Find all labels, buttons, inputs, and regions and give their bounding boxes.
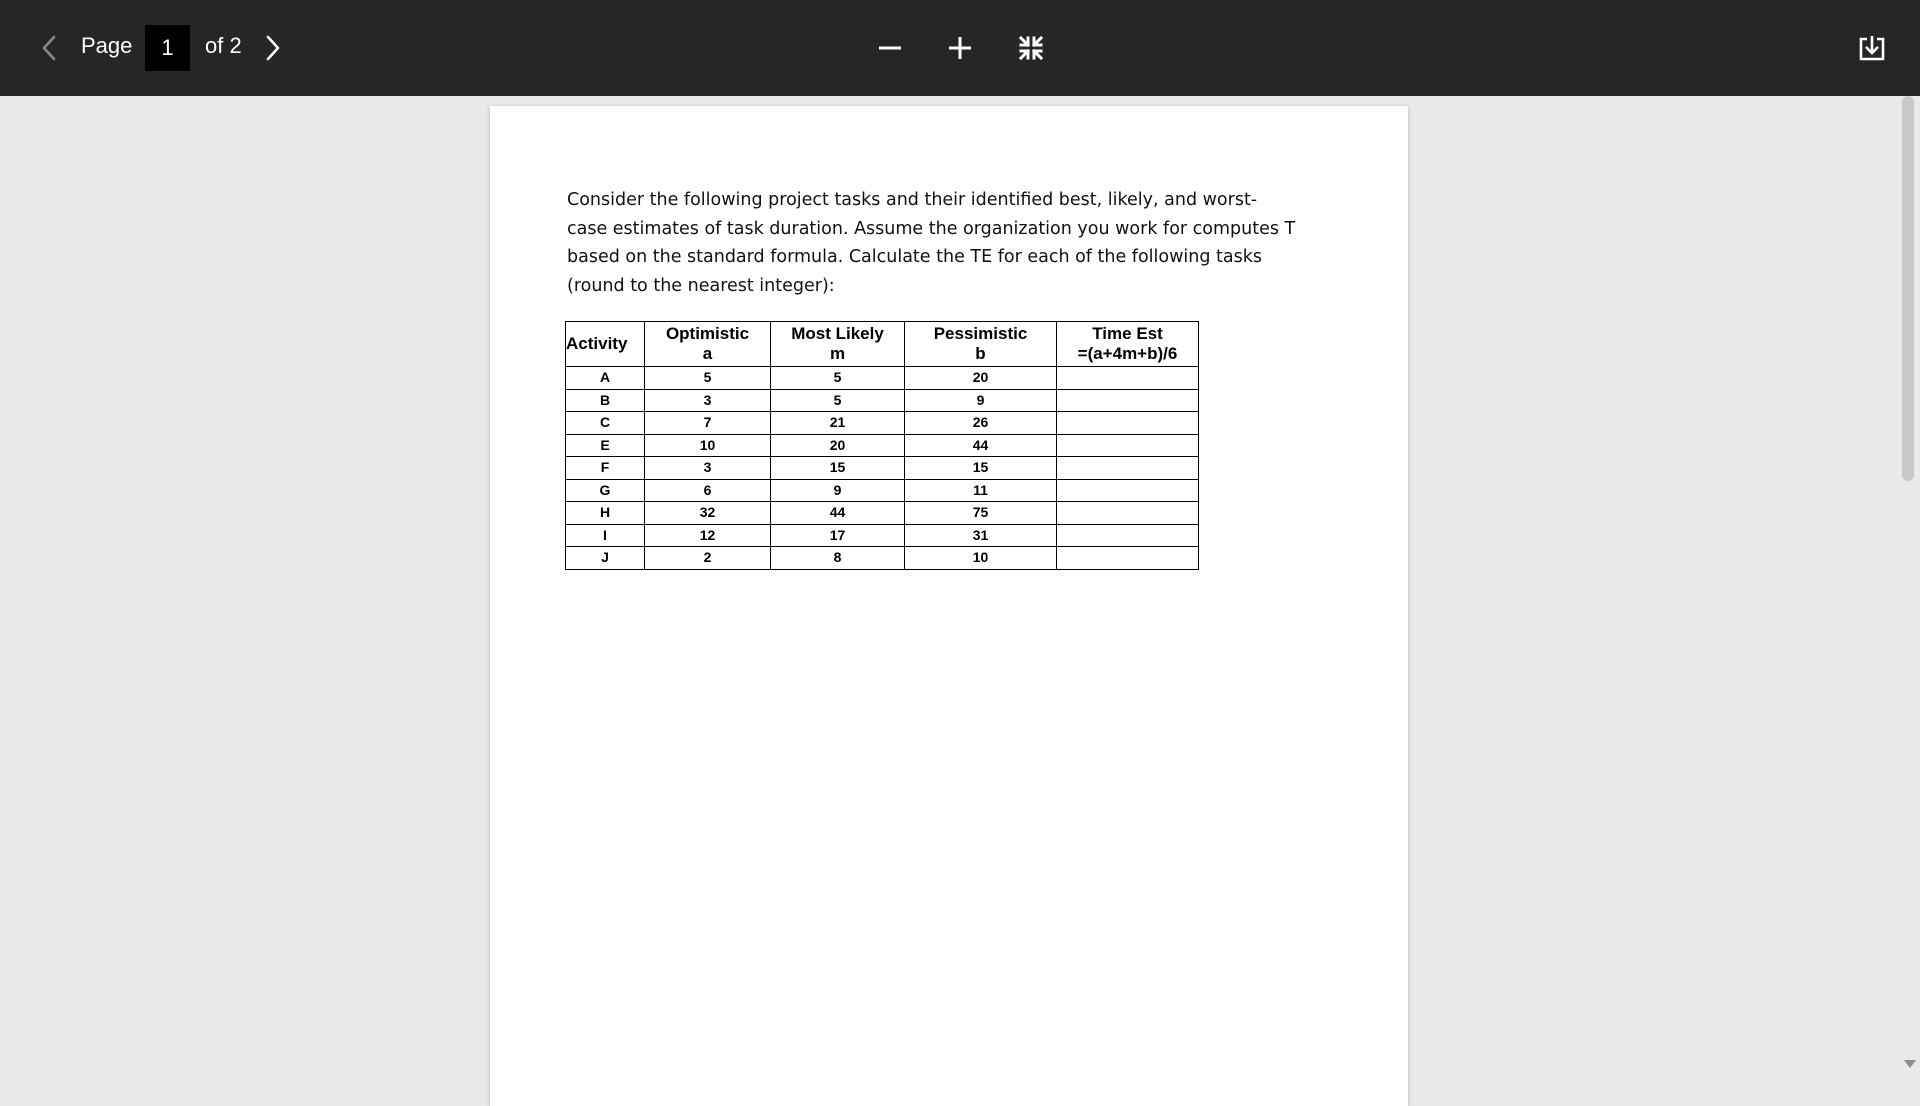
intro-line: case estimates of task duration. Assume the organization you work for computes T bbox=[567, 218, 1296, 239]
cell-optimistic: 7 bbox=[645, 412, 771, 435]
cell-optimistic: 6 bbox=[645, 479, 771, 502]
triangle-down-icon bbox=[1903, 1059, 1917, 1069]
cell-activity: G bbox=[566, 479, 645, 502]
header-activity: Activity bbox=[566, 322, 645, 367]
fit-page-button[interactable] bbox=[1013, 30, 1049, 66]
cell-time-estimate bbox=[1057, 479, 1199, 502]
cell-most-likely: 21 bbox=[771, 412, 905, 435]
cell-time-estimate bbox=[1057, 367, 1199, 390]
cell-activity: A bbox=[566, 367, 645, 390]
chevron-left-icon bbox=[41, 35, 57, 61]
cell-pessimistic: 15 bbox=[905, 457, 1057, 480]
cell-pessimistic: 26 bbox=[905, 412, 1057, 435]
cell-most-likely: 20 bbox=[771, 434, 905, 457]
table-row bbox=[566, 434, 1199, 457]
cell-most-likely: 17 bbox=[771, 524, 905, 547]
chevron-right-icon bbox=[265, 35, 281, 61]
scrollbar-thumb[interactable] bbox=[1902, 96, 1914, 481]
cell-optimistic: 12 bbox=[645, 524, 771, 547]
cell-activity: J bbox=[566, 547, 645, 570]
cell-time-estimate bbox=[1057, 547, 1199, 570]
cell-pessimistic: 75 bbox=[905, 502, 1057, 525]
cell-optimistic: 32 bbox=[645, 502, 771, 525]
cell-most-likely: 15 bbox=[771, 457, 905, 480]
table-row bbox=[566, 367, 1199, 390]
page-total: of 2 bbox=[205, 33, 242, 58]
header-pessimistic: Pessimistic b bbox=[905, 322, 1057, 367]
plus-icon bbox=[947, 35, 973, 61]
header-time-estimate: Time Est =(a+4m+b)/6 bbox=[1057, 322, 1199, 367]
previous-page-button[interactable] bbox=[34, 30, 64, 66]
cell-activity: E bbox=[566, 434, 645, 457]
table-row bbox=[566, 524, 1199, 547]
collapse-icon bbox=[1017, 34, 1045, 62]
header-optimistic: Optimistic a bbox=[645, 322, 771, 367]
scroll-down-button[interactable] bbox=[1900, 1054, 1920, 1074]
table-row bbox=[566, 389, 1199, 412]
intro-line: Consider the following project tasks and their identified best, likely, and worst- bbox=[567, 190, 1258, 210]
cell-time-estimate bbox=[1057, 502, 1199, 525]
intro-line: based on the standard formula. Calculate the TE for each of the following tasks bbox=[567, 247, 1263, 267]
minus-icon bbox=[877, 35, 903, 61]
cell-activity: I bbox=[566, 524, 645, 547]
cell-time-estimate bbox=[1057, 412, 1199, 435]
cell-time-estimate bbox=[1057, 457, 1199, 480]
cell-most-likely: 5 bbox=[771, 367, 905, 390]
cell-time-estimate bbox=[1057, 434, 1199, 457]
cell-pessimistic: 9 bbox=[905, 389, 1057, 412]
cell-time-estimate bbox=[1057, 389, 1199, 412]
cell-pessimistic: 44 bbox=[905, 434, 1057, 457]
cell-most-likely: 44 bbox=[771, 502, 905, 525]
table-row bbox=[566, 547, 1199, 570]
next-page-button[interactable] bbox=[258, 30, 288, 66]
cell-most-likely: 9 bbox=[771, 479, 905, 502]
cell-most-likely: 5 bbox=[771, 389, 905, 412]
table-row bbox=[566, 502, 1199, 525]
zoom-out-button[interactable] bbox=[872, 30, 908, 66]
cell-pessimistic: 11 bbox=[905, 479, 1057, 502]
intro-line: (round to the nearest integer): bbox=[567, 275, 835, 296]
cell-optimistic: 3 bbox=[645, 457, 771, 480]
cell-time-estimate bbox=[1057, 524, 1199, 547]
table-row bbox=[566, 479, 1199, 502]
page-number-input[interactable] bbox=[145, 25, 190, 71]
table-header-row bbox=[566, 322, 1199, 367]
cell-optimistic: 5 bbox=[645, 367, 771, 390]
download-icon bbox=[1858, 34, 1886, 62]
cell-optimistic: 3 bbox=[645, 389, 771, 412]
pdf-toolbar bbox=[0, 0, 1920, 96]
table-row bbox=[566, 457, 1199, 480]
cell-activity: C bbox=[566, 412, 645, 435]
download-button[interactable] bbox=[1854, 30, 1890, 66]
cell-activity: F bbox=[566, 457, 645, 480]
pdf-page bbox=[490, 106, 1408, 1106]
cell-activity: B bbox=[566, 389, 645, 412]
cell-pessimistic: 20 bbox=[905, 367, 1057, 390]
cell-activity: H bbox=[566, 502, 645, 525]
estimates-table bbox=[565, 321, 1199, 570]
cell-optimistic: 2 bbox=[645, 547, 771, 570]
zoom-in-button[interactable] bbox=[942, 30, 978, 66]
cell-most-likely: 8 bbox=[771, 547, 905, 570]
table-row bbox=[566, 412, 1199, 435]
cell-optimistic: 10 bbox=[645, 434, 771, 457]
page-label: Page bbox=[81, 33, 133, 58]
cell-pessimistic: 31 bbox=[905, 524, 1057, 547]
cell-pessimistic: 10 bbox=[905, 547, 1057, 570]
intro-paragraph bbox=[567, 186, 1307, 300]
header-most-likely: Most Likely m bbox=[771, 322, 905, 367]
